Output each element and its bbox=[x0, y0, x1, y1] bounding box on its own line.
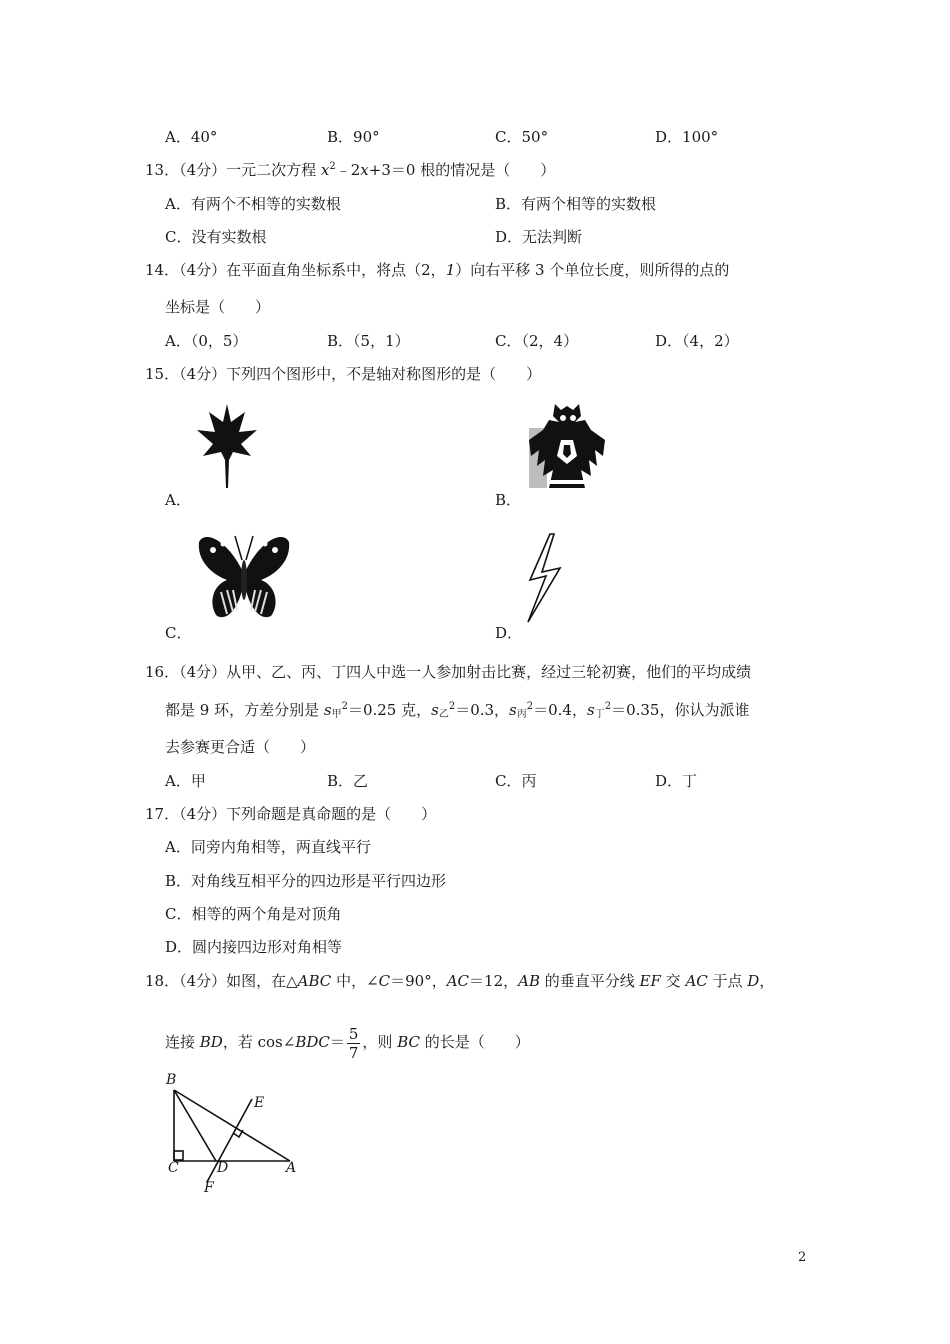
q16-stem-line3: 去参赛更合适（ ） bbox=[165, 738, 316, 756]
q16-stem-line1: 16．（4分）从甲、乙、丙、丁四人中选一人参加射击比赛，经过三轮初赛，他们的平均成绩 bbox=[145, 663, 752, 681]
figure-label-c: C bbox=[168, 1160, 179, 1176]
figure-label-a: A bbox=[286, 1160, 297, 1176]
q16-option-c: C．丙 bbox=[495, 772, 537, 790]
q16-option-b: B．乙 bbox=[327, 772, 369, 790]
q12-option-a: A．40° bbox=[165, 128, 218, 146]
segment-ba bbox=[174, 1090, 290, 1161]
q13-option-d: D．无法判断 bbox=[495, 228, 583, 246]
q18-stem-line1: 18．（4分）如图，在△ABC 中，∠C＝90°，AC＝12，AB 的垂直平分线 EF 交 AC 于点 D， bbox=[145, 972, 775, 990]
q14-option-c: C．（2，4） bbox=[495, 332, 579, 350]
eagle-emblem-icon bbox=[525, 400, 609, 492]
q13-stem: 13．（4分）一元二次方程 $x^2﹣2x+3=0$ 根的情况是（ ） bbox=[145, 161, 556, 179]
q15-option-b: B． bbox=[495, 491, 522, 509]
q17-stem: 17．（4分）下列命题是真命题的是（ ） bbox=[145, 805, 437, 823]
leaf-icon bbox=[195, 400, 259, 490]
q16-option-a: A．甲 bbox=[165, 772, 206, 790]
q13-option-a: A．有两个不相等的实数根 bbox=[165, 195, 341, 213]
q16-option-d: D．丁 bbox=[655, 772, 698, 790]
q14-stem-line1: 14．（4分）在平面直角坐标系中，将点（2，1）向右平移 3 个单位长度，则所得的点的 bbox=[145, 261, 730, 279]
q12-option-b: B．90° bbox=[327, 128, 380, 146]
figure-label-d: D bbox=[217, 1160, 229, 1176]
q14-option-a: A．（0，5） bbox=[165, 332, 248, 350]
figure-label-f: F bbox=[204, 1180, 214, 1196]
q13-option-b: B．有两个相等的实数根 bbox=[495, 195, 657, 213]
q12-option-d: D．100° bbox=[655, 128, 719, 146]
q15-option-d: D． bbox=[495, 624, 523, 642]
figure-label-e: E bbox=[254, 1095, 265, 1111]
lightning-bolt-icon bbox=[520, 532, 568, 624]
page-number: 2 bbox=[798, 1250, 807, 1265]
q17-option-d: D．圆内接四边形对角相等 bbox=[165, 938, 343, 956]
right-angle-mark-c bbox=[174, 1151, 183, 1160]
fraction: $\frac{5}{7}$ bbox=[348, 1024, 359, 1062]
q14-option-d: D．（4，2） bbox=[655, 332, 739, 350]
q17-option-b: B．对角线互相平分的四边形是平行四边形 bbox=[165, 872, 447, 890]
q18-stem-line2: 连接 BD，若 cos∠BDC＝ $\frac{5}{7}$ ，则 BC 的长是（ ） bbox=[165, 1024, 530, 1062]
q15-option-c: C． bbox=[165, 624, 192, 642]
q15-stem: 15．（4分）下列四个图形中，不是轴对称图形的是（ ） bbox=[145, 365, 542, 383]
q14-option-b: B．（5，1） bbox=[327, 332, 410, 350]
q17-option-c: C．相等的两个角是对顶角 bbox=[165, 905, 342, 923]
q14-stem-line2: 坐标是（ ） bbox=[165, 298, 271, 316]
q13-option-c: C．没有实数根 bbox=[165, 228, 267, 246]
q15-option-a: A． bbox=[165, 491, 191, 509]
line-ef bbox=[207, 1099, 252, 1182]
q12-option-c: C．50° bbox=[495, 128, 549, 146]
butterfly-icon bbox=[197, 530, 291, 622]
figure-label-b: B bbox=[166, 1072, 177, 1088]
triangle-figure bbox=[160, 1070, 310, 1200]
q17-option-a: A．同旁内角相等，两直线平行 bbox=[165, 838, 371, 856]
q16-stem-line2: 都是 9 环，方差分别是 $s_甲^2=0.25$ 克，$s_乙^2=0.3$，$s_丙^2=0.4$，$s_丁^2=0.35$，你认为派谁 bbox=[165, 701, 750, 720]
